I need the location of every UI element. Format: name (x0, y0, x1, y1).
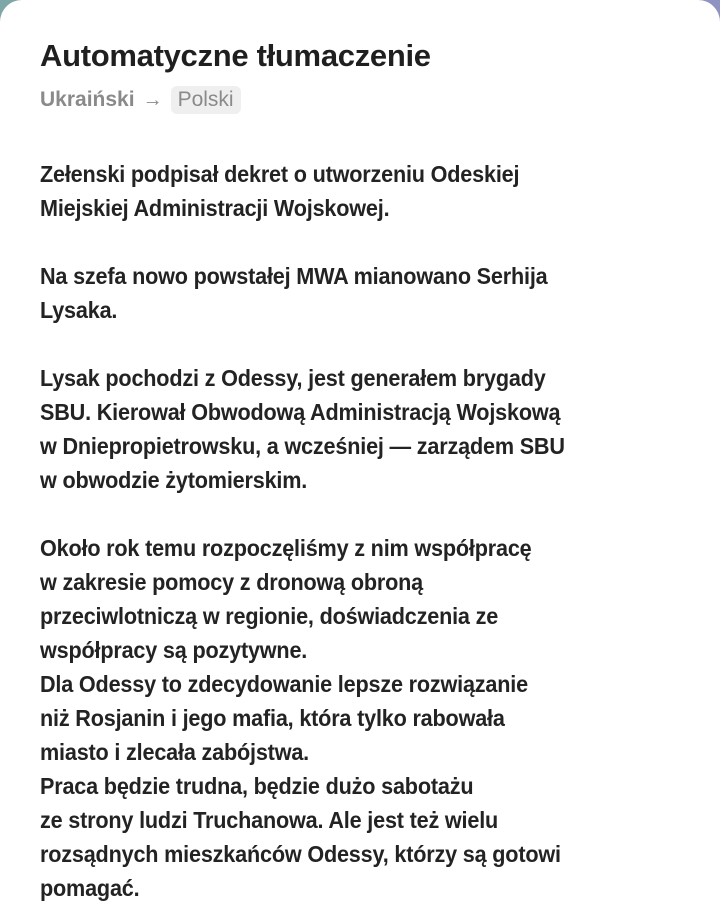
arrow-right-icon: → (142, 89, 163, 111)
text-line: współpracy są pozytywne. (40, 637, 308, 663)
source-language[interactable]: Ukraiński (40, 88, 135, 111)
sheet-title: Automatyczne tłumaczenie (40, 38, 431, 73)
text-line: Około rok temu rozpoczęliśmy z nim współpracę (40, 535, 532, 561)
text-line: Miejskiej Administracji Wojskowej. (40, 195, 390, 221)
text-line: niż Rosjanin i jego mafia, która tylko rabowała (40, 705, 505, 731)
text-line: w Dniepropietrowsku, a wcześniej — zarządem SBU (40, 433, 565, 459)
target-language-button[interactable]: Polski (171, 86, 241, 114)
paragraph-3 (40, 361, 684, 497)
text-line: pomagać. (40, 875, 140, 901)
text-line: w zakresie pomocy z dronową obroną (40, 569, 423, 595)
translation-header (40, 36, 680, 114)
text-line: miasto i zlecała zabójstwa. (40, 739, 309, 765)
text-line: Na szefa nowo powstałej MWA mianowano Serhija (40, 263, 548, 289)
text-line: SBU. Kierował Obwodową Administracją Wojskową (40, 399, 561, 425)
text-line: w obwodzie żytomierskim. (40, 467, 308, 493)
text-line: Lysak pochodzi z Odessy, jest generałem brygady (40, 365, 546, 391)
text-line: przeciwlotniczą w regionie, doświadczenia ze (40, 603, 499, 629)
paragraph-1 (40, 157, 684, 225)
text-line: rozsądnych mieszkańców Odessy, którzy są gotowi (40, 841, 561, 867)
translated-text (40, 157, 684, 905)
text-line: Lysaka. (40, 297, 118, 323)
text-line: Zełenski podpisał dekret o utworzeniu Odeskiej (40, 161, 520, 187)
language-selector-row (40, 86, 680, 114)
paragraph-2 (40, 259, 684, 327)
text-line: Dla Odessy to zdecydowanie lepsze rozwiązanie (40, 671, 528, 697)
text-line: Praca będzie trudna, będzie dużo sabotażu (40, 773, 474, 799)
paragraph-4 (40, 531, 684, 905)
text-line: ze strony ludzi Truchanowa. Ale jest też wielu (40, 807, 499, 833)
